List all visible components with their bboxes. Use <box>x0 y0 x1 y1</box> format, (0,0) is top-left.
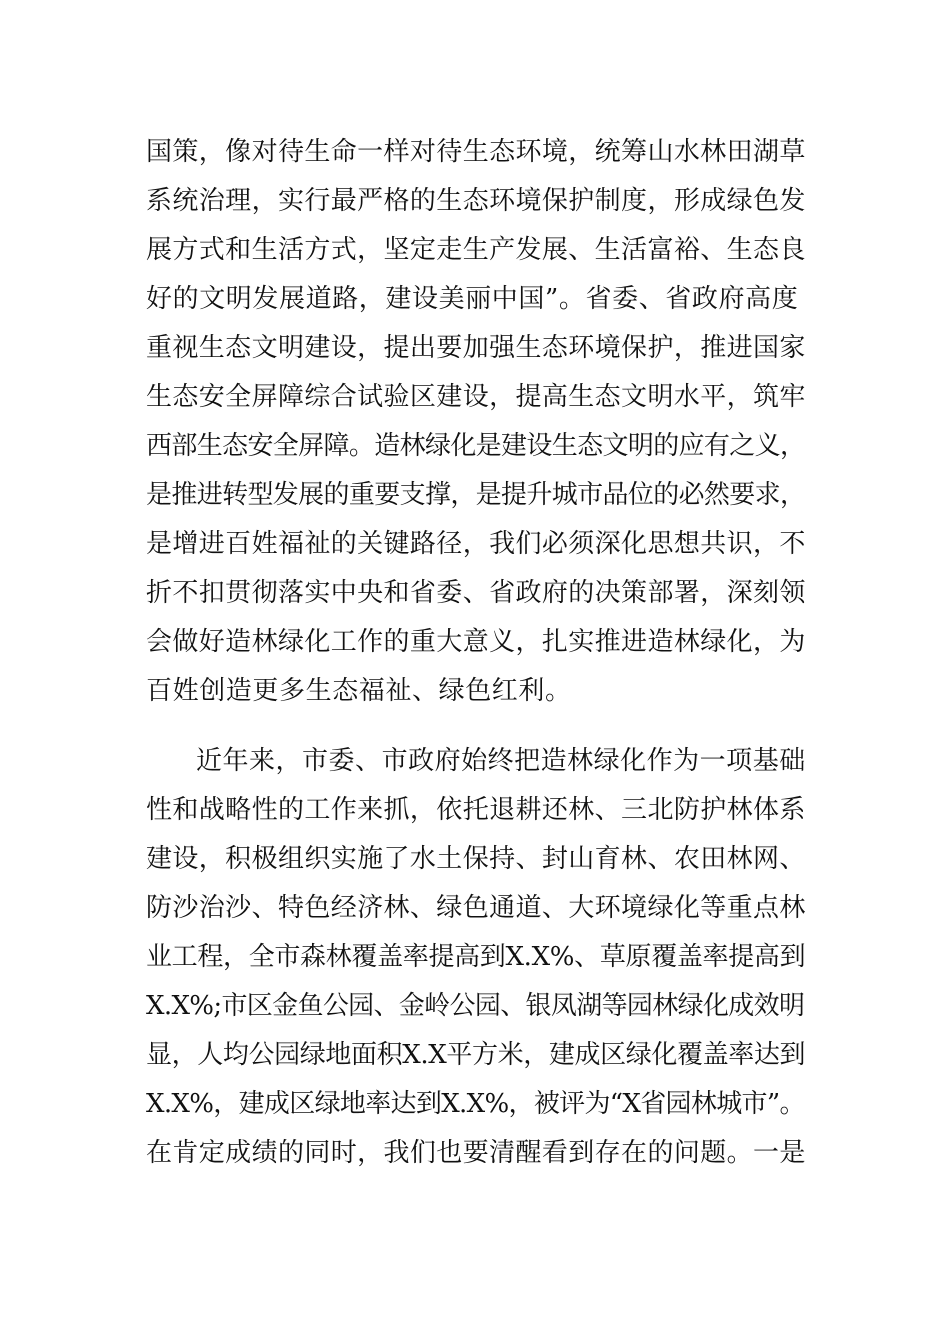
paragraph-2-line-6: X.X%;市区金鱼公园、金岭公园、银凤湖等园林绿化成效明 <box>146 991 805 1021</box>
paragraph-2-line-9: 在肯定成绩的同时，我们也要清醒看到存在的问题。一是 <box>146 1138 806 1168</box>
paragraph-1-line-11: 会做好造林绿化工作的重大意义，扎实推进造林绿化，为 <box>146 627 806 657</box>
paragraph-1-line-3: 展方式和生活方式，坚定走生产发展、生活富裕、生态良 <box>146 235 806 265</box>
paragraph-2-line-8: X.X%，建成区绿地率达到X.X%，被评为“X省园林城市”。 <box>146 1089 805 1119</box>
paragraph-2-line-5: 业工程，全市森林覆盖率提高到X.X%、草原覆盖率提高到 <box>146 942 806 972</box>
paragraph-1-line-7: 西部生态安全屏障。造林绿化是建设生态文明的应有之义， <box>146 431 806 461</box>
paragraph-1-line-5: 重视生态文明建设，提出要加强生态环境保护，推进国家 <box>146 333 806 363</box>
paragraph-1-line-2: 系统治理，实行最严格的生态环境保护制度，形成绿色发 <box>146 186 806 216</box>
paragraph-1-line-10: 折不扣贯彻落实中央和省委、省政府的决策部署，深刻领 <box>146 578 806 608</box>
paragraph-2-line-7: 显，人均公园绿地面积X.X平方米，建成区绿化覆盖率达到 <box>146 1040 806 1070</box>
paragraph-2-line-4: 防沙治沙、特色经济林、绿色通道、大环境绿化等重点林 <box>146 893 806 923</box>
paragraph-1-line-4: 好的文明发展道路，建设美丽中国”。省委、省政府高度 <box>146 284 799 314</box>
paragraph-1-line-8: 是推进转型发展的重要支撑，是提升城市品位的必然要求， <box>146 480 806 510</box>
paragraph-1-line-1: 国策，像对待生命一样对待生态环境，统筹山水林田湖草 <box>146 137 806 167</box>
paragraph-1-line-9: 是增进百姓福祉的关键路径，我们必须深化思想共识，不 <box>146 529 806 559</box>
paragraph-1-line-12: 百姓创造更多生态福祉、绿色红利。 <box>146 676 572 706</box>
paragraph-2-line-2: 性和战略性的工作来抓，依托退耕还林、三北防护林体系 <box>146 795 806 825</box>
paragraph-1-line-6: 生态安全屏障综合试验区建设，提高生态文明水平，筑牢 <box>146 382 806 412</box>
paragraph-2-line-1: 近年来，市委、市政府始终把造林绿化作为一项基础 <box>196 746 806 776</box>
paragraph-2-line-3: 建设，积极组织实施了水土保持、封山育林、农田林网、 <box>146 844 806 874</box>
